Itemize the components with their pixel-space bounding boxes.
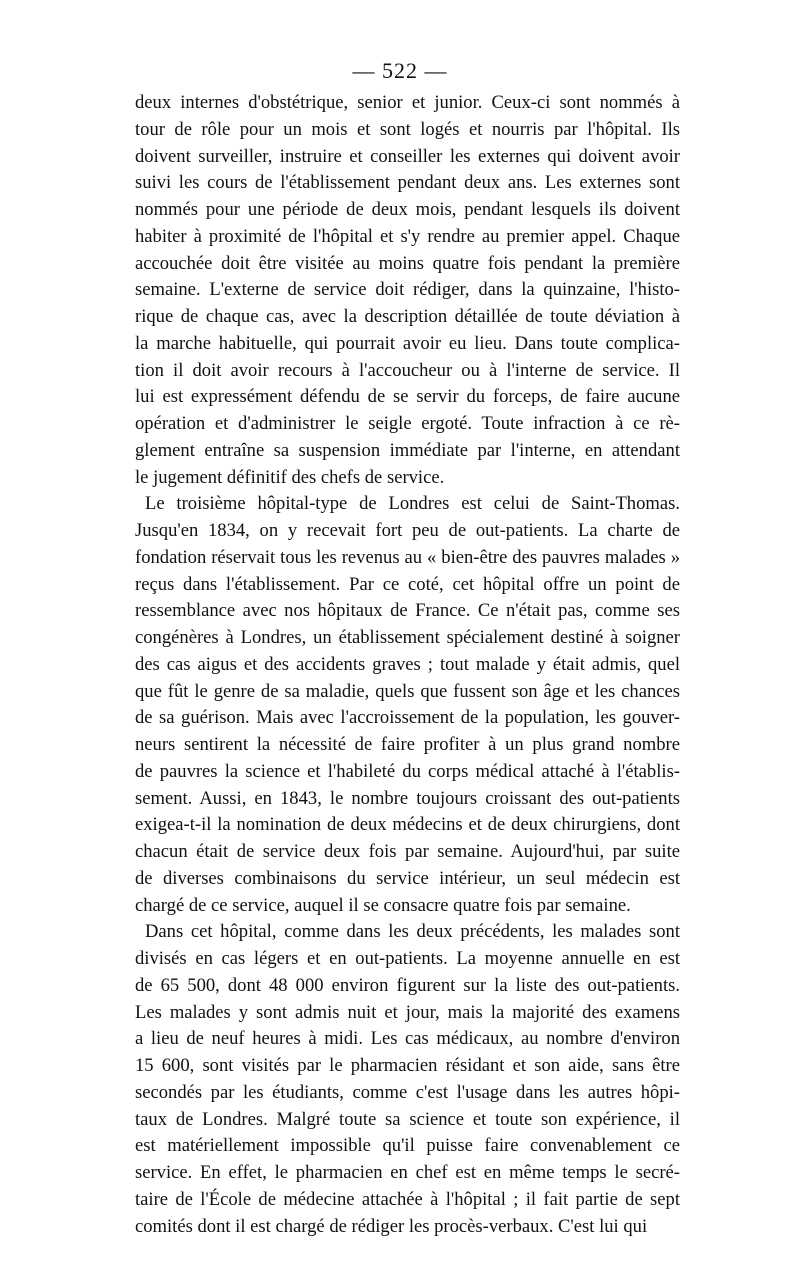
- text-line: de diverses combinaisons du service intérieur, un seul médecin est: [135, 867, 680, 889]
- text-line: deux internes d'obstétrique, senior et junior. Ceux-ci sont nommés à: [135, 92, 680, 113]
- text-line: comités dont il est chargé de rédiger les procès-verbaux. C'est lui qui: [135, 1215, 648, 1237]
- text-line: chargé de ce service, auquel il se consacre quatre fois par semaine.: [135, 894, 631, 916]
- text-line: ressemblance avec nos hôpitaux de France. Ce n'était pas, comme ses: [135, 600, 680, 622]
- text-line: tion il doit avoir recours à l'accoucheur ou à l'interne de service. Il: [135, 359, 680, 381]
- text-line: fondation réservait tous les revenus au « bien-être des pauvres malades »: [135, 546, 680, 568]
- text-line: semaine. L'externe de service doit rédiger, dans la quinzaine, l'histo-: [135, 279, 680, 301]
- text-line: le jugement définitif des chefs de service.: [135, 466, 445, 488]
- text-line: taire de l'École de médecine attachée à l'hôpital ; il fait partie de sept: [135, 1188, 680, 1210]
- text-line: Le troisième hôpital-type de Londres est celui de Saint-Thomas.: [145, 493, 680, 515]
- text-line: de pauvres la science et l'habileté du corps médical attaché à l'établis-: [135, 760, 680, 782]
- text-line: Jusqu'en 1834, on y recevait fort peu de out-patients. La charte de: [135, 520, 680, 541]
- text-line: secondés par les étudiants, comme c'est l'usage dans les autres hôpi-: [135, 1081, 680, 1103]
- text-line: accouchée doit être visitée au moins quatre fois pendant la première: [135, 252, 680, 274]
- text-line: 15 600, sont visités par le pharmacien résidant et son aide, sans être: [135, 1055, 680, 1076]
- text-line: suivi les cours de l'établissement pendant deux ans. Les externes sont: [135, 172, 680, 194]
- text-line: est matériellement impossible qu'il puisse faire convenablement ce: [135, 1135, 680, 1157]
- text-line: sement. Aussi, en 1843, le nombre toujours croissant des out-patients: [135, 787, 680, 809]
- text-line: a lieu de neuf heures à midi. Les cas médicaux, au nombre d'environ: [135, 1028, 680, 1050]
- text-line: de 65 500, dont 48 000 environ figurent sur la liste des out-patients.: [135, 974, 680, 996]
- text-line: taux de Londres. Malgré toute sa science et toute son expérience, il: [135, 1108, 680, 1130]
- page-number: — 522 —: [352, 58, 448, 83]
- text-line: divisés en cas légers et en out-patients. La moyenne annuelle en est: [135, 948, 680, 969]
- text-line: habiter à proximité de l'hôpital et s'y rendre au premier appel. Chaque: [135, 225, 680, 247]
- text-line: chacun était de service deux fois par semaine. Aujourd'hui, par suite: [135, 841, 680, 862]
- text-line: congénères à Londres, un établissement spécialement destiné à soigner: [135, 627, 680, 648]
- text-line: des cas aigus et des accidents graves ; tout malade y était admis, quel: [135, 653, 680, 675]
- text-line: lui est expressément défendu de se servir du forceps, de faire aucune: [135, 386, 680, 408]
- text-line: nommés pour une période de deux mois, pendant lesquels ils doivent: [135, 199, 680, 220]
- text-line: la marche habituelle, qui pourrait avoir eu lieu. Dans toute complica-: [135, 332, 680, 354]
- text-line: tour de rôle pour un mois et sont logés et nourris par l'hôpital. Ils: [135, 118, 680, 140]
- text-line: doivent surveiller, instruire et conseiller les externes qui doivent avoir: [135, 145, 680, 167]
- text-line: Les malades y sont admis nuit et jour, mais la majorité des examens: [135, 1001, 680, 1023]
- text-line: reçus dans l'établissement. Par ce coté, cet hôpital offre un point de: [135, 573, 680, 595]
- text-line: service. En effet, le pharmacien en chef est en même temps le secré-: [135, 1162, 680, 1183]
- text-line: que fût le genre de sa maladie, quels que fussent son âge et les chances: [135, 680, 680, 702]
- text-line: de sa guérison. Mais avec l'accroissement de la population, les gouver-: [135, 707, 680, 729]
- text-line: opération et d'administrer le seigle ergoté. Toute infraction à ce rè-: [135, 413, 680, 434]
- text-line: glement entraîne sa suspension immédiate par l'interne, en attendant: [135, 439, 680, 461]
- text-line: rique de chaque cas, avec la description détaillée de toute déviation à: [135, 306, 680, 327]
- body-text: [135, 90, 680, 1240]
- text-line: Dans cet hôpital, comme dans les deux précédents, les malades sont: [145, 921, 680, 943]
- text-line: neurs sentirent la nécessité de faire profiter à un plus grand nombre: [135, 734, 680, 755]
- text-line: exigea-t-il la nomination de deux médecins et de deux chirurgiens, dont: [135, 814, 680, 836]
